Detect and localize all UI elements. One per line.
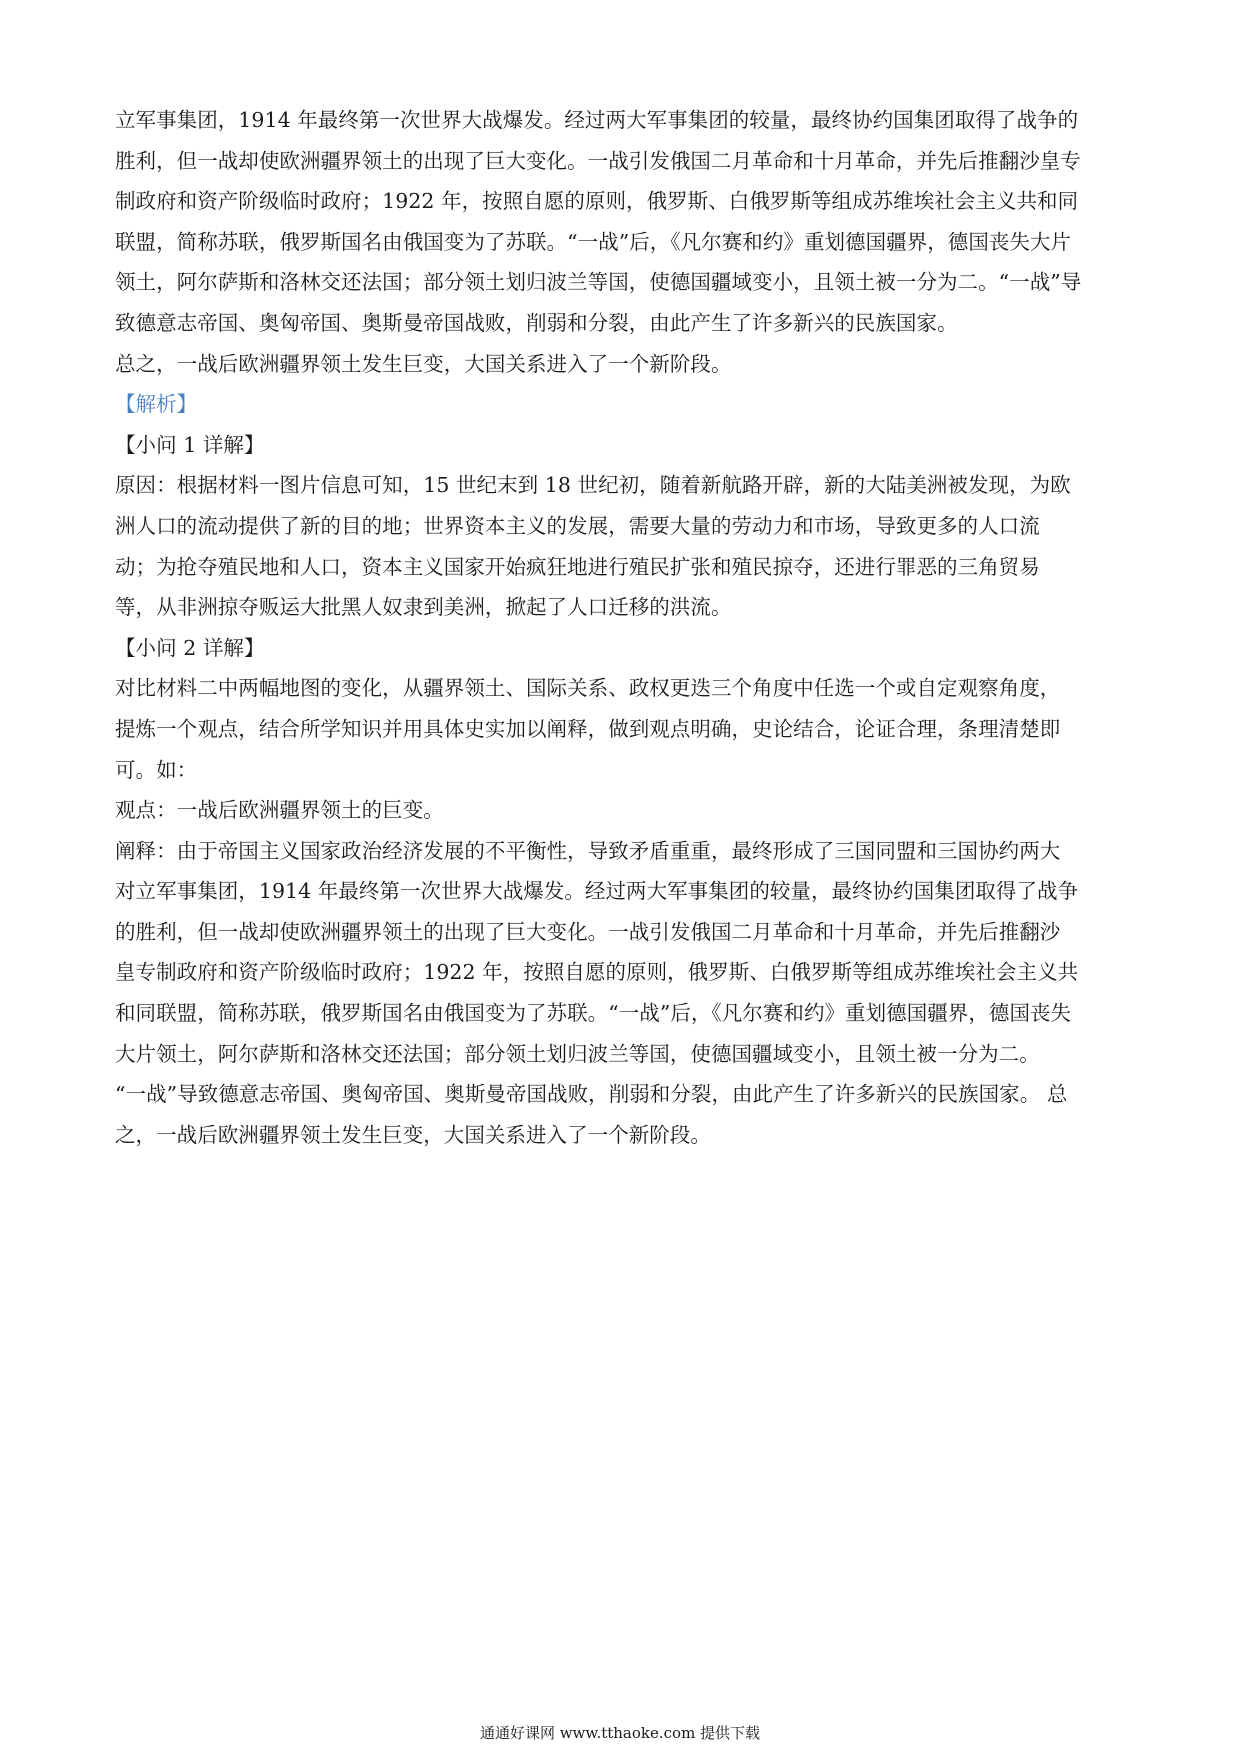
page-content xyxy=(115,100,1135,1155)
text-line: 联盟，简称苏联，俄罗斯国名由俄国变为了苏联。“一战”后，《凡尔赛和约》重划德国疆界，德国丧失大片 xyxy=(115,229,1072,254)
text-line: 对比材料二中两幅地图的变化，从疆界领土、国际关系、政权更迭三个角度中任选一个或自定观察角度， xyxy=(115,676,1061,701)
text-line: 致德意志帝国、奥匈帝国、奥斯曼帝国战败，削弱和分裂，由此产生了许多新兴的民族国家。 xyxy=(115,310,958,335)
page-footer: 通通好课网 www.tthaoke.com 提供下载 xyxy=(479,1724,761,1742)
text-line: “一战”导致德意志帝国、奥匈帝国、奥斯曼帝国战败，削弱和分裂，由此产生了许多新兴的民族国家。 总 xyxy=(115,1082,1068,1107)
text-line: 制政府和资产阶级临时政府；1922 年，按照自愿的原则，俄罗斯、白俄罗斯等组成苏维埃社会主义共和同 xyxy=(115,189,1079,214)
text-line: 领土，阿尔萨斯和洛林交还法国；部分领土划归波兰等国，使德国疆域变小，且领土被一分为二。“一战”导 xyxy=(115,270,1082,295)
text-line: 和同联盟，简称苏联，俄罗斯国名由俄国变为了苏联。“一战”后，《凡尔赛和约》重划德国疆界，德国丧失 xyxy=(115,1001,1072,1026)
text-line: 胜利，但一战却使欧洲疆界领土的出现了巨大变化。一战引发俄国二月革命和十月革命，并先后推翻沙皇专 xyxy=(115,148,1081,173)
text-line: 对立军事集团，1914 年最终第一次世界大战爆发。经过两大军事集团的较量，最终协约国集团取得了战争 xyxy=(115,879,1079,904)
text-line: 立军事集团，1914 年最终第一次世界大战爆发。经过两大军事集团的较量，最终协约国集团取得了战争的 xyxy=(115,108,1079,132)
text-line: 原因：根据材料一图片信息可知，15 世纪末到 18 世纪初，随着新航路开辟，新的大陆美洲被发现，为欧 xyxy=(115,473,1071,498)
text-line: 动；为抢夺殖民地和人口，资本主义国家开始疯狂地进行殖民扩张和殖民掠夺，还进行罪恶的三角贸易 xyxy=(115,554,1040,579)
text-line: 阐释：由于帝国主义国家政治经济发展的不平衡性，导致矛盾重重，最终形成了三国同盟和三国协约两大 xyxy=(115,838,1061,863)
text-line: 之，一战后欧洲疆界领土发生巨变，大国关系进入了一个新阶段。 xyxy=(115,1122,711,1147)
text-line: 可。如： xyxy=(115,757,198,782)
analysis-tag: 【解析】 xyxy=(115,392,198,417)
question-1-heading: 【小问 1 详解】 xyxy=(115,432,265,457)
text-line: 皇专制政府和资产阶级临时政府；1922 年，按照自愿的原则，俄罗斯、白俄罗斯等组成苏维埃社会主义共 xyxy=(115,960,1079,985)
text-line: 洲人口的流动提供了新的目的地；世界资本主义的发展，需要大量的劳动力和市场，导致更多的人口流 xyxy=(115,513,1040,538)
question-2-heading: 【小问 2 详解】 xyxy=(115,635,265,660)
viewpoint-line: 观点：一战后欧洲疆界领土的巨变。 xyxy=(115,798,444,823)
text-line: 的胜利，但一战却使欧洲疆界领土的出现了巨大变化。一战引发俄国二月革命和十月革命，并先后推翻沙 xyxy=(115,919,1061,944)
text-line: 大片领土，阿尔萨斯和洛林交还法国；部分领土划归波兰等国，使德国疆域变小，且领土被一分为二。 xyxy=(115,1041,1040,1066)
text-line: 等，从非洲掠夺贩运大批黑人奴隶到美洲，掀起了人口迁移的洪流。 xyxy=(115,595,732,620)
summary-line: 总之，一战后欧洲疆界领土发生巨变，大国关系进入了一个新阶段。 xyxy=(115,351,732,376)
text-line: 提炼一个观点，结合所学知识并用具体史实加以阐释，做到观点明确，史论结合，论证合理，条理清楚即 xyxy=(115,716,1061,741)
